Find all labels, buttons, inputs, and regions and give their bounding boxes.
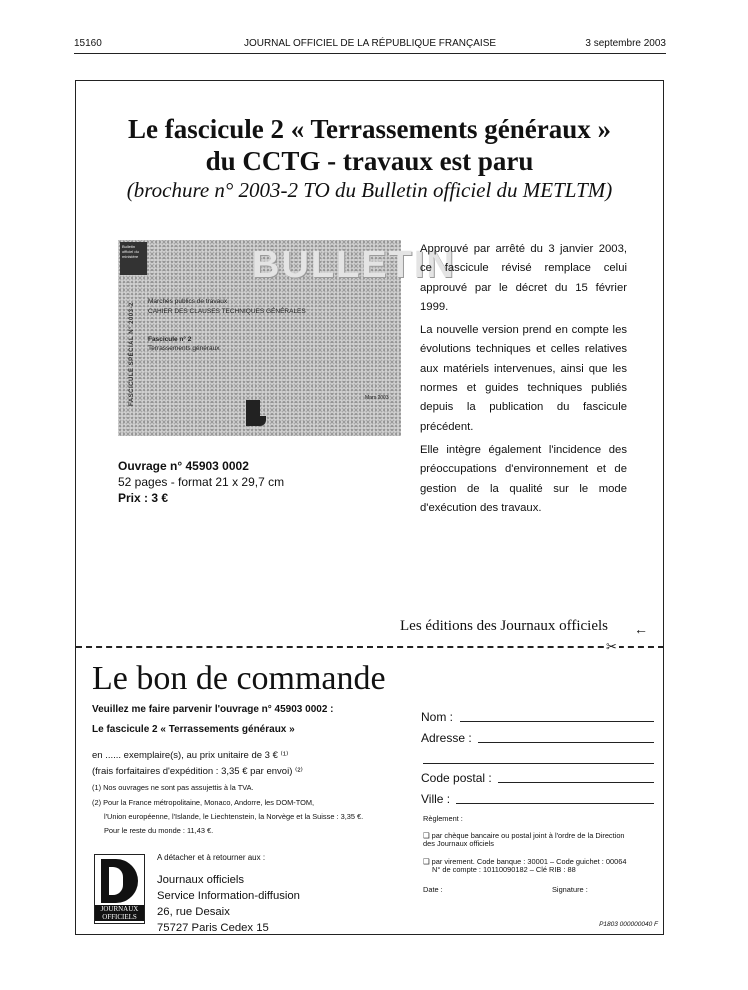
footnote-2b: l'Union européenne, l'Islande, le Liechtenstein, la Norvège et la Suisse : 3,35 €. — [104, 812, 364, 821]
logo-text-line1: JOURNAUX — [100, 905, 139, 913]
field-label-adresse: Adresse : — [421, 731, 472, 745]
cover-line3: Fascicule n° 2 — [148, 336, 192, 343]
cover-bulletin-word: BULLETIN — [252, 244, 456, 286]
brochure-cover-image — [118, 240, 456, 436]
nom-input-line[interactable] — [460, 721, 654, 722]
field-label-nom: Nom : — [421, 710, 454, 724]
pages-format: 52 pages - format 21 x 29,7 cm — [118, 475, 285, 489]
arrow-left-icon: ← — [634, 621, 648, 637]
address-line-1: Journaux officiels — [157, 874, 245, 886]
publication-title: JOURNAL OFFICIEL DE LA RÉPUBLIQUE FRANÇAISE — [243, 38, 497, 49]
footnote-1: (1) Nos ouvrages ne sont pas assujettis à la TVA. — [92, 783, 254, 792]
cover-line4: Terrassements généraux — [148, 345, 220, 352]
journaux-officiels-logo — [94, 854, 145, 924]
signature-label: Signature : — [552, 885, 588, 894]
description-paragraph-2: La nouvelle version prend en compte les évolutions techniques et celles relatives aux matériels intervenues, ainsi que les normes et guides techniques publiés depuis la publication du fascicule précédent. — [420, 324, 627, 433]
cover-line1: Marchés publics de travaux — [148, 298, 228, 305]
logo-text-line2: OFFICIELS — [102, 913, 137, 921]
reglement-label: Règlement : — [423, 814, 463, 823]
cover-logo: Bulletin officiel du ministère — [120, 242, 147, 275]
adresse-input-line-2[interactable] — [423, 763, 654, 764]
ville-input-line[interactable] — [456, 803, 654, 804]
cover-month: Mars 2003 — [365, 395, 389, 401]
payment-option-cheque[interactable]: ❑ par chèque bancaire ou postal joint à l'ordre de la Direction des Journaux officiels — [423, 831, 625, 848]
order-intro: Veuillez me faire parvenir l'ouvrage n° 45903 0002 : — [92, 704, 334, 715]
address-line-2: Service Information-diffusion — [157, 890, 300, 902]
field-label-ville: Ville : — [421, 792, 451, 806]
ad-title-line2: du CCTG - travaux est paru — [205, 146, 534, 176]
date-label: Date : — [423, 885, 443, 894]
detach-instruction: A détacher et à retourner aux : — [157, 853, 266, 862]
cover-emblem-part — [256, 416, 266, 426]
cover-line2: CAHIER DES CLAUSES TECHNIQUES GÉNÉRALES — [148, 308, 306, 315]
price: Prix : 3 € — [118, 491, 169, 505]
scissors-icon: ✂ — [606, 639, 617, 654]
return-address — [157, 852, 300, 936]
address-line-3: 26, rue Desaix — [157, 906, 230, 918]
ad-title-line1: Le fascicule 2 « Terrassements généraux » — [128, 114, 611, 144]
order-item: Le fascicule 2 « Terrassements généraux » — [92, 724, 295, 735]
payment-option-virement[interactable]: ❑ par virement. Code banque : 30001 – Code guichet : 00064 — [423, 857, 627, 866]
cover-spine-text: FASCICULE SPÉCIAL N° 2003-2 — [129, 302, 135, 406]
shipping-line: (frais forfaitaires d'expédition : 3,35 € par envoi) ⁽²⁾ — [92, 766, 303, 777]
order-left-column — [92, 702, 412, 837]
code-postal-input-line[interactable] — [498, 782, 654, 783]
bank-details: N° de compte : 10110090182 – Clé RIB : 88 — [432, 865, 576, 874]
ad-description — [420, 240, 627, 522]
editions-label: Les éditions des Journaux officiels — [400, 618, 609, 634]
ad-subtitle: (brochure n° 2003-2 TO du Bulletin officiel du METLTM) — [126, 178, 613, 202]
description-paragraph-1: Approuvé par arrêté du 3 janvier 2003, ce fascicule révisé remplace celui approuvé par le décret du 15 février 1999. — [420, 243, 627, 313]
order-form-title: Le bon de commande — [92, 660, 386, 697]
footnote-2c: Pour le reste du monde : 11,43 €. — [104, 826, 214, 835]
product-info — [118, 458, 284, 506]
field-label-code-postal: Code postal : — [421, 771, 492, 785]
address-line-4: 75727 Paris Cedex 15 — [157, 922, 269, 934]
header-rule — [74, 53, 666, 54]
ouvrage-number: Ouvrage n° 45903 0002 — [118, 459, 249, 473]
page-number: 15160 — [74, 38, 102, 49]
cut-line — [76, 646, 664, 648]
header-date: 3 septembre 2003 — [585, 38, 666, 49]
logo-text — [95, 905, 144, 921]
logo-mark-notch — [109, 867, 123, 895]
reference-code: P1803 000000040 F — [599, 921, 658, 928]
adresse-input-line[interactable] — [478, 742, 654, 743]
description-paragraph-3: Elle intègre également l'incidence des préoccupations d'environnement et de gestion de la qualité sur le mode d'exécution des travaux. — [420, 443, 627, 514]
quantity-line: en ...... exemplaire(s), au prix unitaire de 3 € ⁽¹⁾ — [92, 750, 289, 761]
footnote-2a: (2) Pour la France métropolitaine, Monaco, Andorre, les DOM-TOM, — [92, 798, 315, 807]
